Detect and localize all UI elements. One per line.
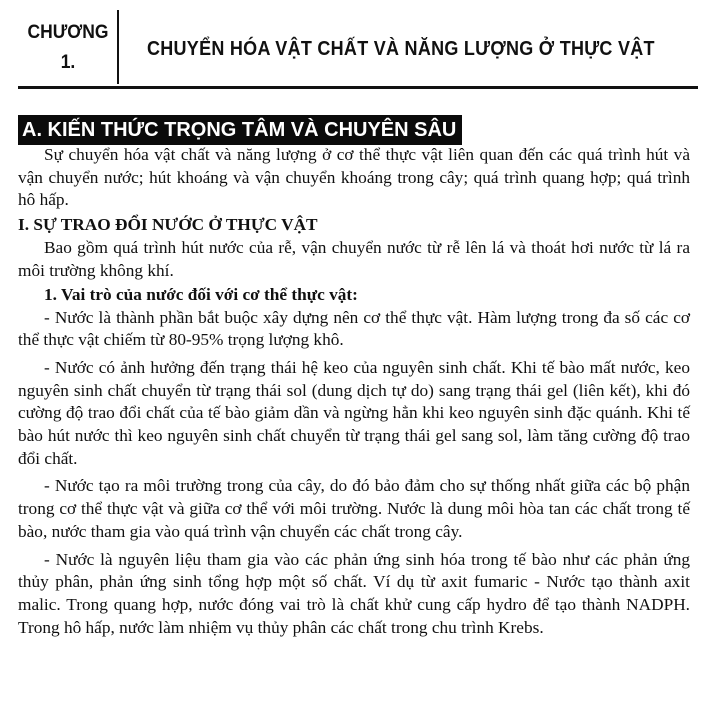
section-heading: I. SỰ TRAO ĐỔI NƯỚC Ở THỰC VẬT [18,215,318,235]
intro-paragraph: Sự chuyển hóa vật chất và năng lượng ở cơ thể thực vật liên quan đến các quá trình hút và vận chuyển nước; hút khoáng và vận chuyển khoáng trong cây; quá trình quang hợp; quá trình hô hấp. [18,145,690,210]
section-banner: A. KIẾN THỨC TRỌNG TÂM VÀ CHUYÊN SÂU [18,115,462,145]
subsection-heading: 1. Vai trò của nước đối với cơ thể thực vật: [44,284,358,304]
header-horizontal-rule [18,86,698,89]
chapter-number: 1. [60,52,76,73]
document-body [18,144,690,639]
chapter-label-word: CHƯƠNG [27,22,109,43]
body-paragraph: - Nước tạo ra môi trường trong của cây, do đó bảo đảm cho sự thống nhất giữa các bộ phận trong cơ thể thực vật và giữa cơ thể với môi trường. Nước là dung môi hòa tan các chất trong tế bào, nước tham gia vào quá trình vận chuyển các chất trong cây. [18,476,690,541]
header-vertical-divider [117,10,119,84]
chapter-title: CHUYỂN HÓA VẬT CHẤT VÀ NĂNG LƯỢNG Ở THỰC VẬT [147,38,655,60]
body-paragraph: - Nước là nguyên liệu tham gia vào các phản ứng sinh hóa trong tế bào như các phản ứng thủy phân, phản ứng sinh tổng hợp một số chất. Ví dụ từ axit fumaric - Nước tạo thành axit malic. Trong quang hợp, nước đóng vai trò là chất khử cung cấp hydro để tạo thành NADPH. Trong hô hấp, nước làm nhiệm vụ thủy phân các chất trong chu trình Krebs. [18,549,690,637]
body-paragraph: - Nước là thành phần bắt buộc xây dựng nên cơ thể thực vật. Hàm lượng trong đa số các cơ thể thực vật chiếm từ 80-95% trọng lượng khô. [18,307,690,350]
body-paragraph: - Nước có ảnh hưởng đến trạng thái hệ keo của nguyên sinh chất. Khi tế bào mất nước, keo nguyên sinh chất chuyển từ trạng thái sol (dung dịch tự do) sang trạng thái gel (liên kết), khi đó cường độ trao đổi chất của tế bào giảm dần và ngừng hẳn khi keo nguyên sinh đặc quánh. Khi tế bào hút nước thì keo nguyên sinh chất chuyển từ trạng thái gel sang sol, làm tăng cường độ trao đổi chất. [18,357,690,468]
chapter-label [26,18,111,78]
section-summary: Bao gồm quá trình hút nước của rễ, vận chuyển nước từ rễ lên lá và thoát hơi nước từ lá ra môi trường không khí. [18,238,690,280]
